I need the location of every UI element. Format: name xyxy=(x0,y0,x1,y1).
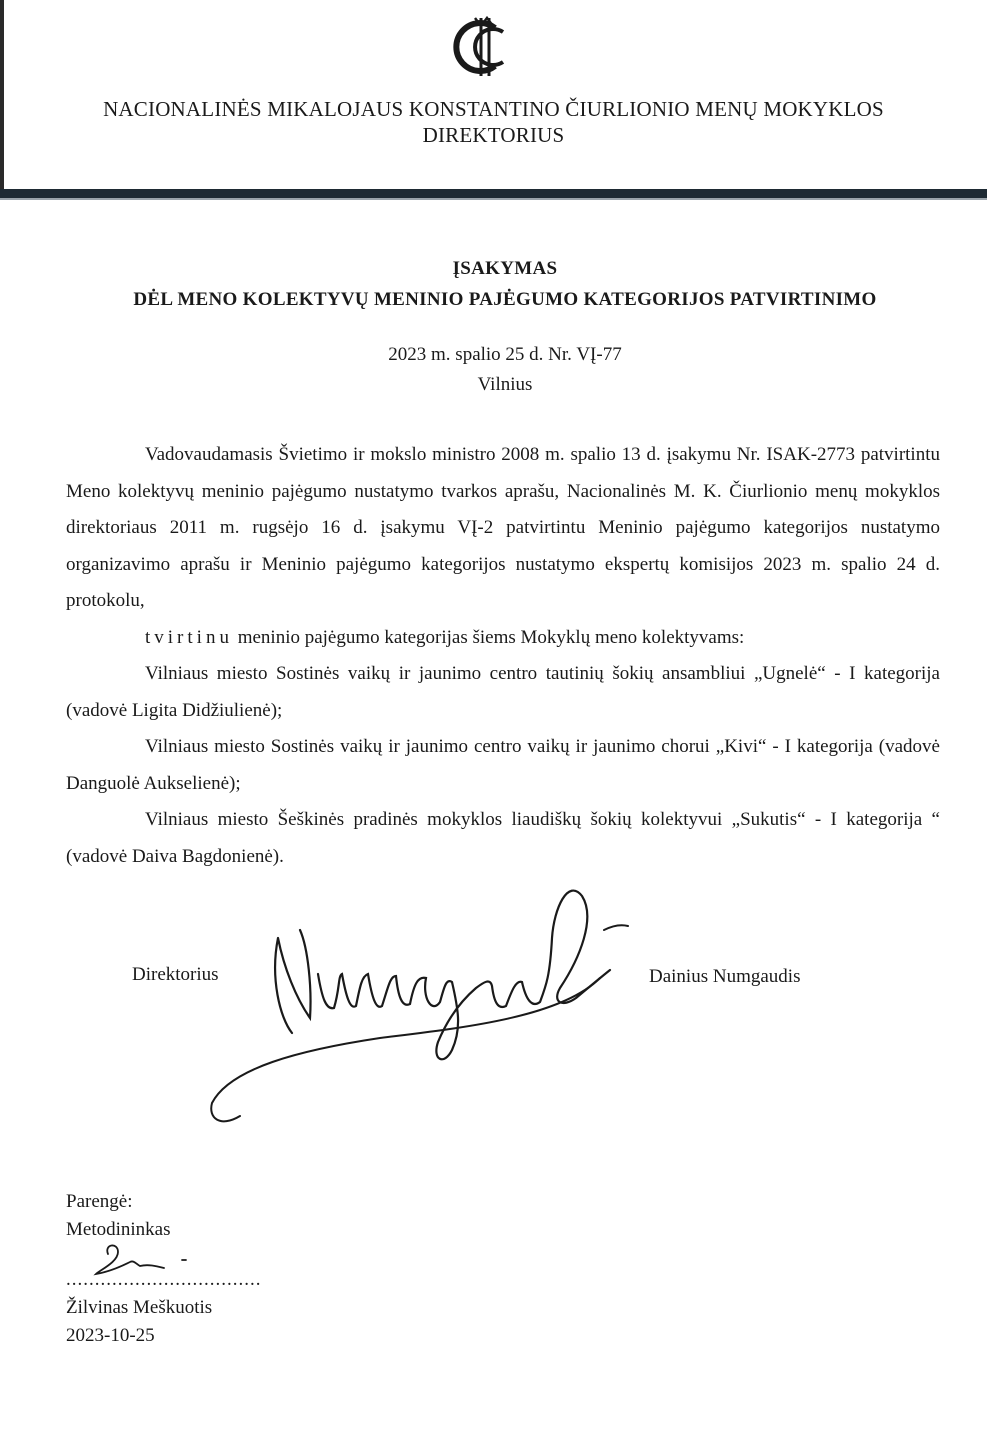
prepared-position: Metodininkas xyxy=(66,1219,171,1240)
document-type: ĮSAKYMAS xyxy=(452,258,558,279)
document-body xyxy=(66,437,940,875)
document-place: Vilnius xyxy=(477,374,533,395)
body-paragraph-approve xyxy=(66,620,940,657)
org-name-line-1: NACIONALINĖS MIKALOJAUS KONSTANTINO ČIURLIONIO MENŲ MOKYKLOS xyxy=(103,97,884,121)
document-title: DĖL MENO KOLEKTYVŲ MENINIO PAJĖGUMO KATEGORIJOS PATVIRTINIMO xyxy=(133,289,877,310)
body-paragraph-ugnele: Vilniaus miesto Sostinės vaikų ir jaunimo centro tautinių šokių ansambliui „Ugnelė“ - I kategorija (vadovė Ligita Didžiulienė); xyxy=(66,663,940,721)
organization-name xyxy=(40,96,947,148)
signatory-role: Direktorius xyxy=(132,964,219,985)
signature-line: .................................. xyxy=(66,1269,262,1290)
signatory-name: Dainius Numgaudis xyxy=(649,966,801,987)
body-paragraph-basis: Vadovaudamasis Švietimo ir mokslo ministro 2008 m. spalio 13 d. įsakymu Nr. ISAK-2773 patvirtintu Meno kolektyvų meninio pajėgumo nustatymo tvarkos aprašu, Nacionalinės M. K. Čiurlionio menų mokyklos direktoriaus 2011 m. rugsėjo 16 d. įsakymu VĮ-2 patvirtintu Meninio pajėgumo kategorijos nustatymo organizavimo aprašu ir Meninio pajėgumo kategorijos nustatymo ekspertų komisijos 2023 m. spalio 24 d. protokolu, xyxy=(66,444,940,611)
document-date-number: 2023 m. spalio 25 d. Nr. VĮ-77 xyxy=(388,344,622,365)
body-paragraph-kivi: Vilniaus miesto Sostinės vaikų ir jaunimo centro vaikų ir jaunimo chorui „Kivi“ - I kategorija (vadovė Danguolė Aukselienė); xyxy=(66,736,940,794)
prepared-name: Žilvinas Meškuotis xyxy=(66,1297,213,1318)
school-monogram-logo xyxy=(447,14,517,78)
left-border-rule xyxy=(0,0,4,196)
header-divider-shadow xyxy=(0,198,987,200)
org-name-line-2: DIREKTORIUS xyxy=(422,123,565,147)
approve-rest: meninio pajėgumo kategorijas šiems Mokyklų meno kolektyvams: xyxy=(232,626,745,648)
prepared-by-block xyxy=(66,1188,262,1350)
approve-keyword: tvirtinu xyxy=(145,626,233,648)
director-signature xyxy=(200,878,640,1128)
header-divider xyxy=(0,189,987,198)
prepared-date: 2023-10-25 xyxy=(66,1325,155,1346)
body-paragraph-sukutis: Vilniaus miesto Šeškinės pradinės mokyklos liaudiškų šokių kolektyvui „Sukutis“ - I kategorija “ (vadovė Daiva Bagdonienė). xyxy=(66,809,940,867)
prepared-label: Parengė: xyxy=(66,1191,133,1212)
